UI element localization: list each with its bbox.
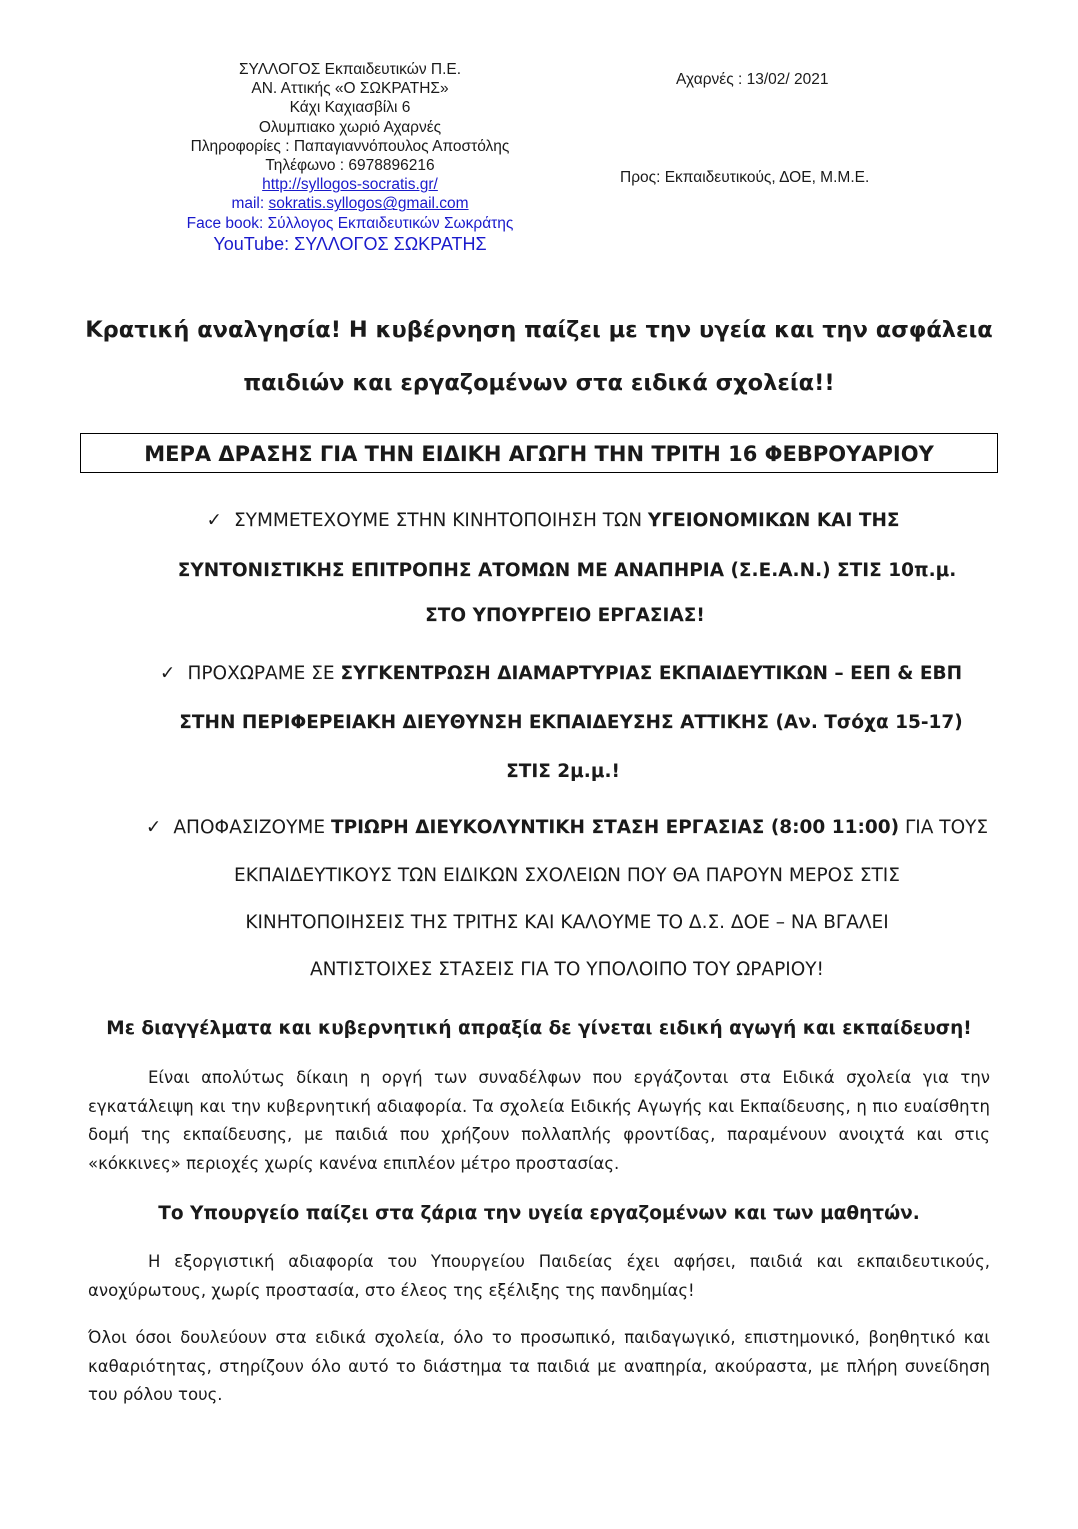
website-link[interactable]: http://syllogos-socratis.gr/ bbox=[262, 176, 438, 194]
check-icon: ✓ bbox=[159, 663, 176, 684]
contact-person: Πληροφορίες : Παπαγιαννόπουλος Αποστόλης bbox=[190, 137, 510, 155]
bullet-1-line-3: ΣΤΟ ΥΠΟΥΡΓΕΙΟ ΕΡΓΑΣΙΑΣ! bbox=[425, 605, 705, 626]
phone: Τηλέφωνο : 6978896216 bbox=[265, 157, 435, 175]
facebook-line: Face book: Σύλλογος Εκπαιδευτικών Σωκράτης bbox=[186, 214, 514, 232]
bullet-1-line-2: ΣΥΝΤΟΝΙΣΤΙΚΗΣ ΕΠΙΤΡΟΠΗΣ ΑΤΟΜΩΝ ΜΕ ΑΝΑΠΗΡΙΑ (Σ.Ε.Α.Ν.) ΣΤΙΣ 10π.μ. bbox=[177, 560, 957, 581]
bullet-1-line-1: ✓ ΣΥΜΜΕΤΕΧΟΥΜΕ ΣΤΗΝ ΚΙΝΗΤΟΠΟΙΗΣΗ ΤΩΝ ΥΓΕΙΟΝΟΜΙΚΩΝ ΚΑΙ ΤΗΣ bbox=[206, 510, 900, 531]
bullet-3-line-1: ✓ ΑΠΟΦΑΣΙΖΟΥΜΕ ΤΡΙΩΡΗ ΔΙΕΥΚΟΛΥΝΤΙΚΗ ΣΤΑΣΗ ΕΡΓΑΣΙΑΣ (8:00 11:00) ΓΙΑ ΤΟΥΣ bbox=[145, 817, 989, 838]
action-day-heading: ΜΕΡΑ ΔΡΑΣΗΣ ΓΙΑ ΤΗΝ ΕΙΔΙΚΗ ΑΓΩΓΗ ΤΗΝ ΤΡΙΤΗ 16 ΦΕΒΡΟΥΑΡΙΟΥ bbox=[80, 433, 998, 473]
section-2-paragraph-2: Όλοι όσοι δουλεύουν στα ειδικά σχολεία, όλο το προσωπικό, παιδαγωγικό, επιστημονικό, βοηθητικό και καθαριότητας, στηρίζουν όλο αυτό το διάστημα τα παιδιά με αναπηρία, ακούραστα, με πλήρη συνείδηση του ρόλου τους. bbox=[88, 1328, 990, 1404]
section-1-heading: Με διαγγέλματα και κυβερνητική απραξία δε γίνεται ειδική αγωγή και εκπαίδευση! bbox=[106, 1018, 972, 1039]
check-icon: ✓ bbox=[145, 817, 162, 838]
email-line bbox=[140, 194, 560, 213]
email-label: mail: bbox=[231, 195, 269, 213]
bullet-3-line-2: ΕΚΠΑΙΔΕΥΤΙΚΟΥΣ ΤΩΝ ΕΙΔΙΚΩΝ ΣΧΟΛΕΙΩΝ ΠΟΥ ΘΑ ΠΑΡΟΥΝ ΜΕΡΟΣ ΣΤΙΣ bbox=[234, 865, 900, 886]
union-name: ΣΥΛΛΟΓΟΣ Εκπαιδευτικών Π.Ε. bbox=[238, 61, 462, 78]
section-2-heading: Το Υπουργείο παίζει στα ζάρια την υγεία εργαζομένων και των μαθητών. bbox=[158, 1203, 920, 1224]
bullet-3-line-4: ΑΝΤΙΣΤΟΙΧΕΣ ΣΤΑΣΕΙΣ ΓΙΑ ΤΟ ΥΠΟΛΟΙΠΟ ΤΟΥ ΩΡΑΡΙΟΥ! bbox=[310, 959, 824, 980]
bullet-3-line-3: ΚΙΝΗΤΟΠΟΙΗΣΕΙΣ ΤΗΣ ΤΡΙΤΗΣ ΚΑΙ ΚΑΛΟΥΜΕ ΤΟ Δ.Σ. ΔΟΕ – ΝΑ ΒΓΑΛΕΙ bbox=[245, 912, 889, 933]
youtube-line: YouTube: ΣΥΛΛΟΓΟΣ ΣΩΚΡΑΤΗΣ bbox=[213, 233, 487, 254]
bullet-2-line-1: ✓ ΠΡΟΧΩΡΑΜΕ ΣΕ ΣΥΓΚΕΝΤΡΩΣΗ ΔΙΑΜΑΡΤΥΡΙΑΣ ΕΚΠΑΙΔΕΥΤΙΚΩΝ – ΕΕΠ & ΕΒΠ bbox=[159, 663, 963, 684]
bullet-2-line-2: ΣΤΗΝ ΠΕΡΙΦΕΡΕΙΑΚΗ ΔΙΕΥΘΥΝΣΗ ΕΚΠΑΙΔΕΥΣΗΣ ΑΤΤΙΚΗΣ (Αν. Τσόχα 15-17) bbox=[179, 712, 963, 733]
email-link[interactable]: sokratis.syllogos@gmail.com bbox=[268, 195, 469, 213]
sender-info bbox=[140, 60, 560, 255]
main-title-line-1: Κρατική αναλγησία! Η κυβέρνηση παίζει με την υγεία και την ασφάλεια bbox=[85, 317, 993, 343]
recipients: Προς: Εκπαιδευτικούς, ΔΟΕ, Μ.Μ.Ε. bbox=[620, 169, 870, 186]
document-date: Αχαρνές : 13/02/ 2021 bbox=[676, 71, 829, 88]
section-2-paragraph-1: Η εξοργιστική αδιαφορία του Υπουργείου Παιδείας έχει αφήσει, παιδιά και εκπαιδευτικούς, ανοχύρωτους, χωρίς προστασία, στο έλεος της εξέλιξης της πανδημίας! bbox=[88, 1252, 990, 1300]
section-1-paragraph: Είναι απολύτως δίκαιη η οργή των συναδέλφων που εργάζονται στα Ειδικά σχολεία για την εγκατάλειψη και την κυβερνητική αδιαφορία. Τα σχολεία Ειδικής Αγωγής και Εκπαίδευσης, η πιο ευαίσθητη δομή της εκπαίδευσης, με παιδιά που χρήζουν πολλαπλής φροντίδας, παραμένουν ανοιχτά και στις «κόκκινες» περιοχές χωρίς κανένα επιπλέον μέτρο προστασίας. bbox=[88, 1068, 990, 1173]
bullet-2-line-3: ΣΤΙΣ 2μ.μ.! bbox=[506, 761, 620, 782]
main-title-line-2: παιδιών και εργαζομένων στα ειδικά σχολεία!! bbox=[243, 370, 835, 396]
check-icon: ✓ bbox=[206, 510, 222, 531]
address-street: Κάχι Καχιασβίλι 6 bbox=[289, 99, 411, 117]
union-area: ΑΝ. Αττικής «Ο ΣΩΚΡΑΤΗΣ» bbox=[251, 80, 449, 98]
address-area: Ολυμπιακο χωριό Αχαρνές bbox=[258, 118, 442, 136]
